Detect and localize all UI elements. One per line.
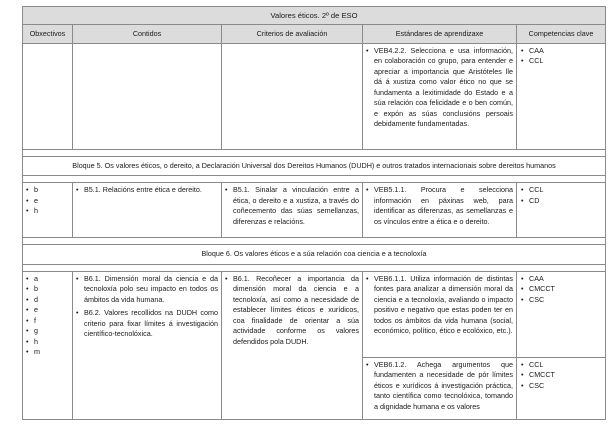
criterio-item: • B5.1. Sinalar a vinculación entre a ética, o dereito e a xustiza, a través do coñecemento das súas semellanzas, diferenzas e relacións. (225, 185, 359, 227)
table-row (23, 271, 606, 357)
obxectivo-item: • h (26, 206, 69, 216)
estandar-cell (363, 183, 517, 238)
contidos-cell (73, 271, 222, 419)
row-gap (23, 176, 606, 183)
criterios-cell (222, 44, 363, 150)
criterios-cell (222, 271, 363, 419)
estandar-text: • VEB5.1.1. Procura e selecciona información en páxinas web, para identificar as diferenzas, as semellanzas e os vínculos entre a ética e o dereito. (366, 185, 513, 227)
obxectivo-item: • b (26, 284, 69, 294)
estandar-text: • VEB4.2.2. Selecciona e usa información, en colaboración co grupo, para entender e apreciar a importancia que Aristóteles lle dá á xustiza como valor ético no que se fundamenta a lexitimidade do Estado e a súa relación coa felicidade e o ben común, e expón as súas conclusións persoais debidamente fundamentadas. (366, 46, 513, 130)
competencia-item: • CD (521, 196, 602, 206)
competencia-item: • CAA (521, 274, 602, 284)
competencia-item: • CAA (521, 46, 602, 56)
competencias-cell (517, 357, 606, 419)
block-6-title: Bloque 6. Os valores éticos e a súa relación coa ciencia e a tecnoloxía (23, 245, 606, 264)
obxectivo-item: • g (26, 326, 69, 336)
obxectivo-item: • a (26, 274, 69, 284)
obxectivo-item: • m (26, 347, 69, 357)
estandar-cell (363, 271, 517, 357)
obxectivo-item: • d (26, 295, 69, 305)
competencia-item: • CCL (521, 56, 602, 66)
competencias-cell (517, 271, 606, 357)
competencia-item: • CCL (521, 185, 602, 195)
estandar-cell (363, 44, 517, 150)
competencia-item: • CSC (521, 381, 602, 391)
table-title: Valores éticos. 2º de ESO (23, 7, 606, 25)
col-header-competencias: Competencias clave (517, 25, 606, 44)
row-gap (23, 238, 606, 245)
contido-item: • B6.2. Valores recollidos na DUDH como criterio para fixar límites á investigación científico-tecnolóxica. (76, 308, 218, 339)
table-row (23, 183, 606, 238)
obxectivo-item: • e (26, 305, 69, 315)
contidos-cell (73, 183, 222, 238)
contido-item: • B6.1. Dimensión moral da ciencia e da tecnoloxía polo seu impacto en todos os ámbitos da vida humana. (76, 274, 218, 305)
obxectivos-cell (23, 183, 73, 238)
competencia-item: • CSC (521, 295, 602, 305)
competencias-cell (517, 183, 606, 238)
row-gap (23, 264, 606, 271)
obxectivo-item: • h (26, 337, 69, 347)
obxectivo-item: • f (26, 316, 69, 326)
obxectivo-item: • b (26, 185, 69, 195)
obxectivo-item: • e (26, 196, 69, 206)
col-header-obxectivos: Obxectivos (23, 25, 73, 44)
curriculum-table (22, 6, 606, 420)
estandar-text: • VEB6.1.1. Utiliza información de distintas fontes para analizar a dimensión moral da ciencia e a tecnoloxía, avaliando o impacto positivo e negativo que estas poden ter en todos os ámbitos da vida humana (social, económico, político, ético e ecolóxico, etc.). (366, 274, 513, 337)
col-header-contidos: Contidos (73, 25, 222, 44)
obxectivos-cell (23, 44, 73, 150)
criterios-cell (222, 183, 363, 238)
block-5-title: Bloque 5. Os valores éticos, o dereito, a Declaración Universal dos Dereitos Humanos (DUDH) e outros tratados internacionais sobre dereitos humanos (23, 157, 606, 176)
criterio-item: • B6.1. Recoñecer a importancia da dimensión moral da ciencia e a tecnoloxía, así como a necesidade de establecer límites éticos e xurídicos, coa finalidade de orientar a súa actividade conforme os valores defendidos pola DUDH. (225, 274, 359, 347)
col-header-criterios: Criterios de avaliación (222, 25, 363, 44)
row-gap (23, 150, 606, 157)
competencia-item: • CMCCT (521, 370, 602, 380)
competencia-item: • CCL (521, 360, 602, 370)
competencias-cell (517, 44, 606, 150)
estandar-cell (363, 357, 517, 419)
col-header-estandares: Estándares de aprendizaxe (363, 25, 517, 44)
competencia-item: • CMCCT (521, 284, 602, 294)
obxectivos-cell (23, 271, 73, 419)
table-row (23, 44, 606, 150)
contidos-cell (73, 44, 222, 150)
estandar-text: • VEB6.1.2. Achega argumentos que fundamenten a necesidade de pór límites éticos e xurídicos á investigación práctica, tanto científica como tecnolóxica, tomando a dignidade humana e os valores (366, 360, 513, 412)
contido-item: • B5.1. Relacións entre ética e dereito. (76, 185, 218, 195)
